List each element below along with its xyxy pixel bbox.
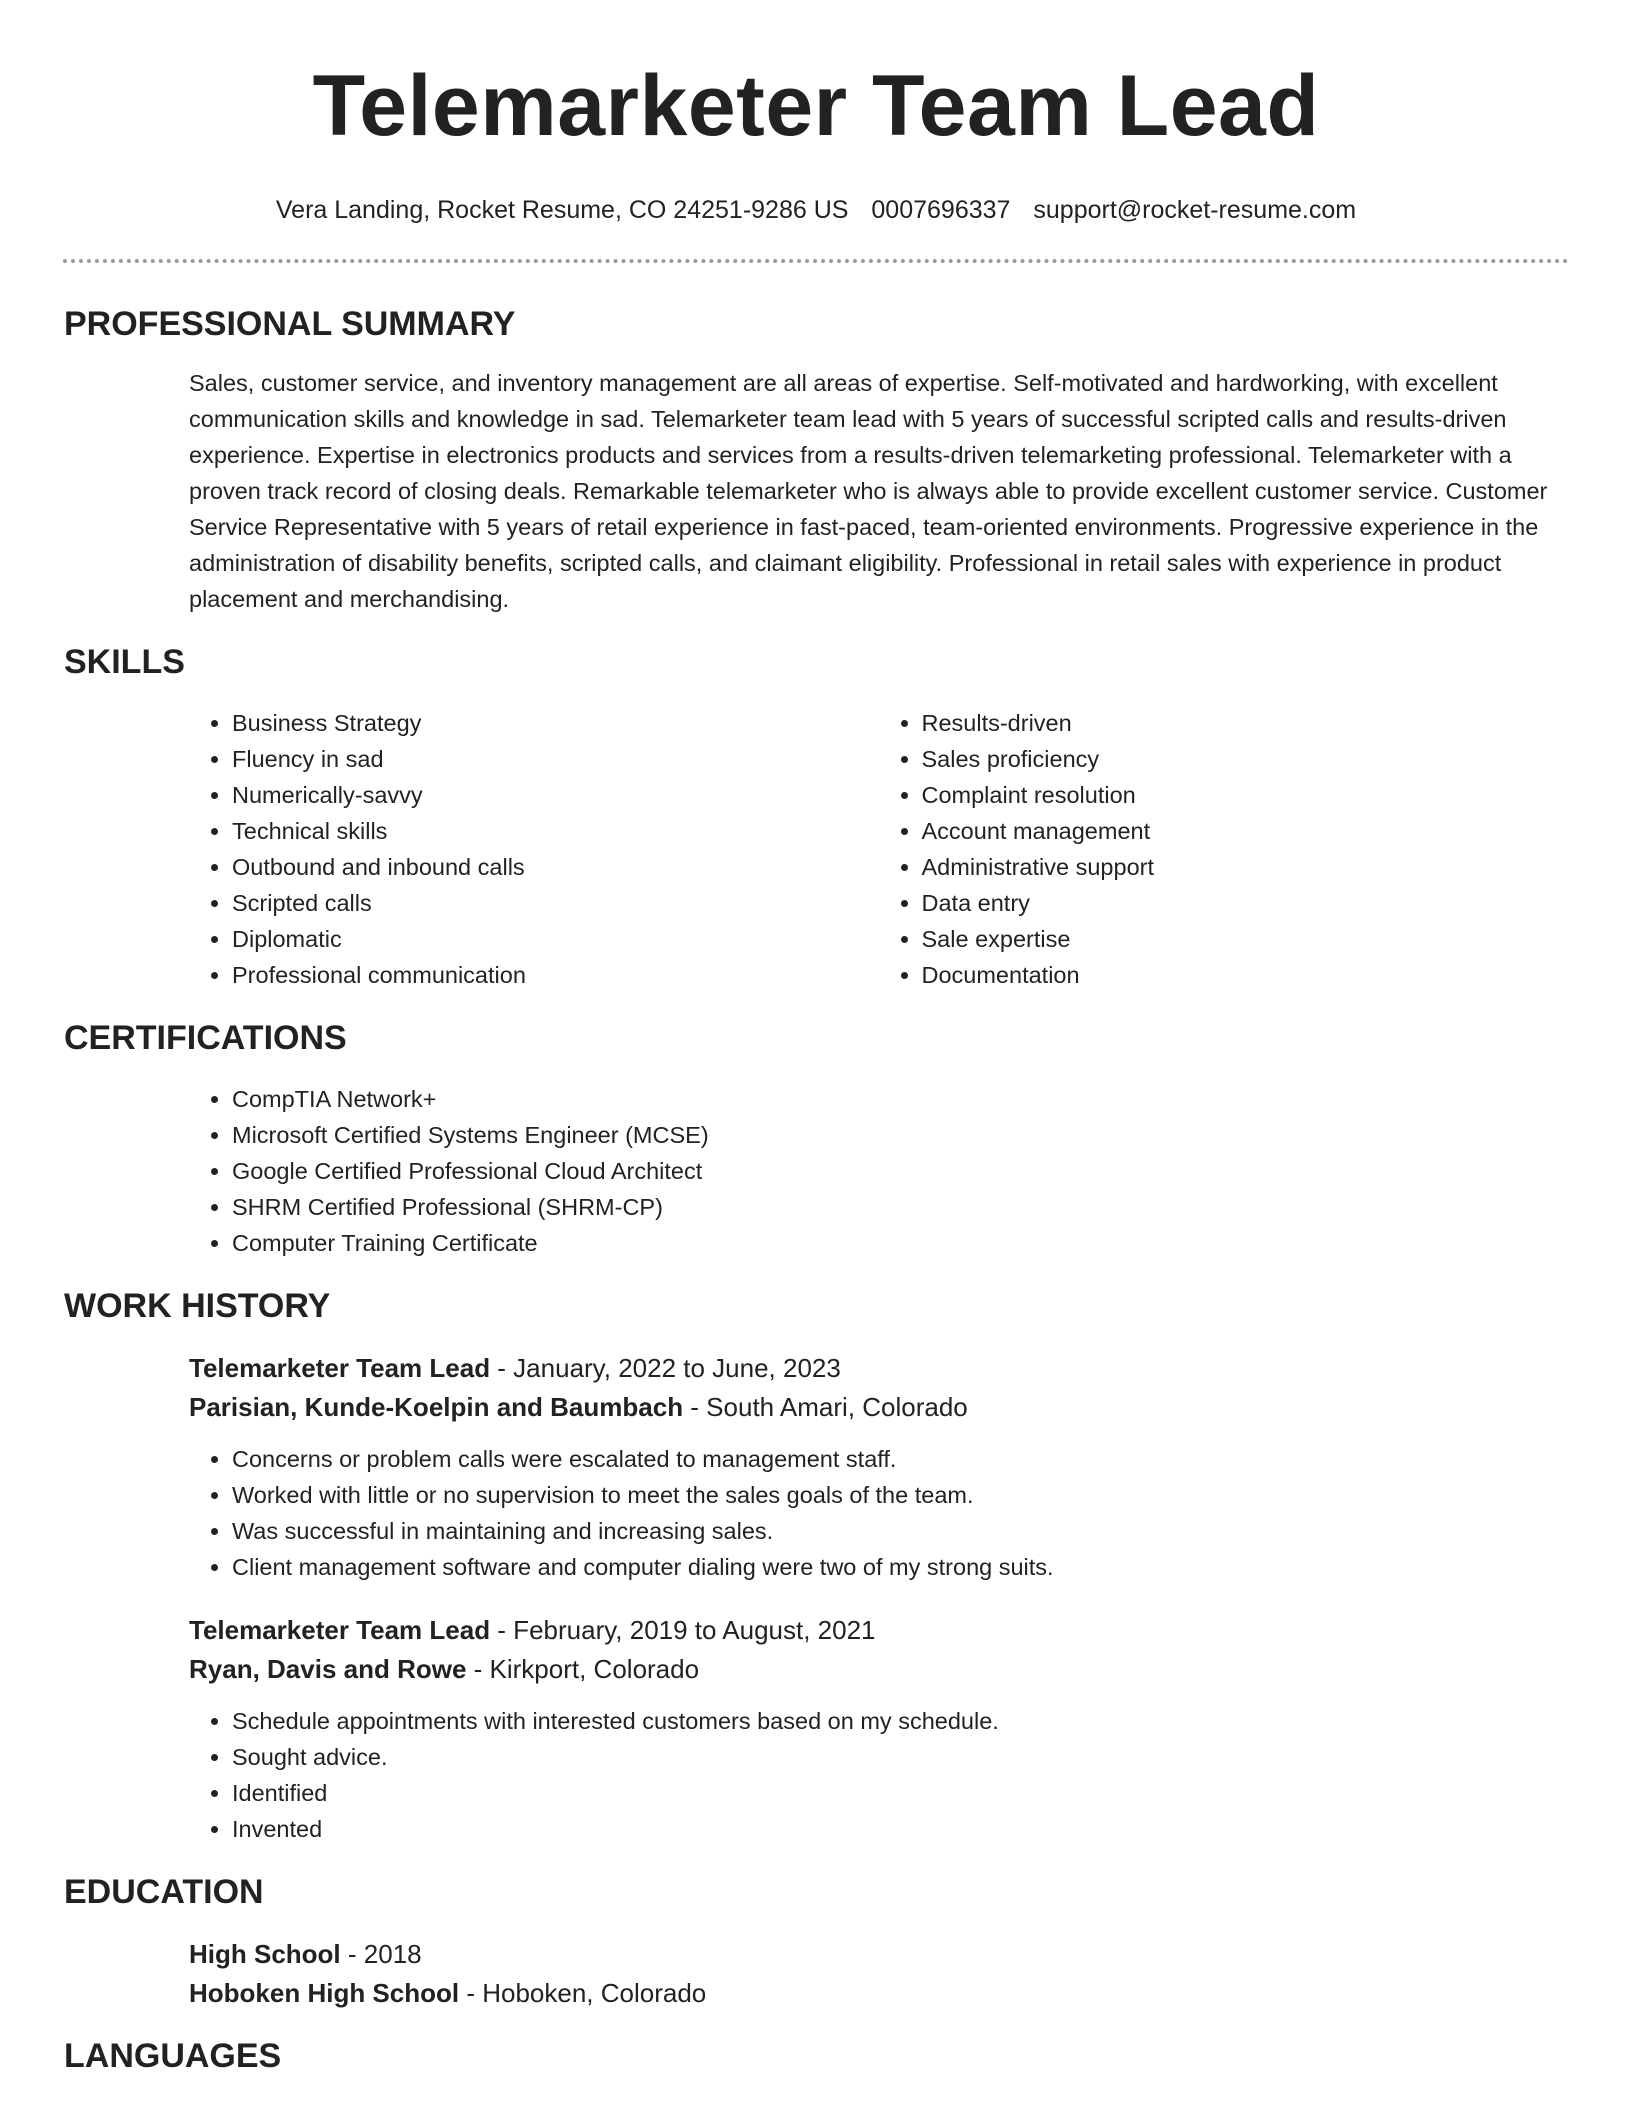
job-bullets [189,1703,1568,1847]
candidate-name: Telemarketer Team Lead [312,58,1320,154]
job-bullet: • Was successful in maintaining and increasing sales. [232,1513,1568,1549]
education-school-line [189,1974,1568,2013]
skill-item: • Technical skills [232,813,879,849]
job-bullet: • Worked with little or no supervision to meet the sales goals of the team. [232,1477,1568,1513]
job-bullet: • Concerns or problem calls were escalated to management staff. [232,1441,1568,1477]
certifications-section [0,1081,1632,1261]
section-title-summary: PROFESSIONAL SUMMARY [64,305,516,343]
job-entry [189,1349,1568,1585]
education-school: Hoboken High School [189,1978,460,2008]
job-title-line [189,1611,1568,1650]
section-title-work-history: WORK HISTORY [64,1287,331,1325]
skill-item: • Sale expertise [922,921,1569,957]
resume-header [0,0,1632,226]
job-dates: - January, 2022 to June, 2023 [490,1353,841,1383]
section-title-education: EDUCATION [64,1873,264,1911]
education-degree: High School [189,1939,341,1969]
contact-phone: 0007696337 [871,196,1011,224]
job-entry [189,1611,1568,1847]
skill-item: • Scripted calls [232,885,879,921]
section-title-languages: LANGUAGES [64,2037,282,2075]
skill-item: • Account management [922,813,1569,849]
job-bullet: • Identified [232,1775,1568,1811]
certification-item: • Microsoft Certified Systems Engineer (MCSE) [232,1117,1568,1153]
certification-item: • Google Certified Professional Cloud Architect [232,1153,1568,1189]
education-year: - 2018 [340,1939,422,1969]
skill-item: • Documentation [922,957,1569,993]
skill-item: • Diplomatic [232,921,879,957]
skill-item: • Fluency in sad [232,741,879,777]
certifications-list [189,1081,1568,1261]
header-divider [63,259,1569,263]
job-role: Telemarketer Team Lead [189,1353,491,1383]
skill-item: • Numerically-savvy [232,777,879,813]
job-location: - South Amari, Colorado [683,1392,968,1422]
section-title-certifications: CERTIFICATIONS [64,1019,347,1057]
skill-item: • Professional communication [232,957,879,993]
skill-item: • Administrative support [922,849,1569,885]
contact-email: support@rocket-resume.com [1033,196,1357,224]
job-title-line [189,1349,1568,1388]
job-bullets [189,1441,1568,1585]
summary-section [0,365,1632,617]
skill-item: • Business Strategy [232,705,879,741]
education-degree-line [189,1935,1568,1974]
skill-item: • Complaint resolution [922,777,1569,813]
job-location: - Kirkport, Colorado [466,1654,700,1684]
job-bullet: • Client management software and computer dialing were two of my strong suits. [232,1549,1568,1585]
skill-item: • Outbound and inbound calls [232,849,879,885]
job-company-line [189,1650,1568,1689]
skill-item: • Data entry [922,885,1569,921]
job-bullet: • Schedule appointments with interested customers based on my schedule. [232,1703,1568,1739]
certification-item: • Computer Training Certificate [232,1225,1568,1261]
skills-section [0,705,1632,993]
contact-line [0,194,1632,226]
certification-item: • CompTIA Network+ [232,1081,1568,1117]
skill-item: • Sales proficiency [922,741,1569,777]
skills-list-left [189,705,879,993]
job-bullet: • Sought advice. [232,1739,1568,1775]
job-company: Parisian, Kunde-Koelpin and Baumbach [189,1392,684,1422]
skills-list-right [879,705,1569,993]
job-bullet: • Invented [232,1811,1568,1847]
job-company: Ryan, Davis and Rowe [189,1654,467,1684]
certification-item: • SHRM Certified Professional (SHRM-CP) [232,1189,1568,1225]
work-history-section [0,1349,1632,1847]
job-dates: - February, 2019 to August, 2021 [490,1615,876,1645]
education-location: - Hoboken, Colorado [459,1978,707,2008]
contact-address: Vera Landing, Rocket Resume, CO 24251-9286 US [275,196,849,224]
education-section [0,1935,1632,2013]
skill-item: • Results-driven [922,705,1569,741]
job-company-line [189,1388,1568,1427]
summary-text: Sales, customer service, and inventory management are all areas of expertise. Self-motivated and hardworking, with excellent communication skills and knowledge in sad. Telemarketer team lead with 5 years of successful scripted calls and results-driven experience. Expertise in electronics products and services from a results-driven telemarketing professional. Telemarketer with a proven track record of closing deals. Remarkable telemarketer who is always able to provide excellent customer service. Customer Service Representative with 5 years of retail experience in fast-paced, team-oriented environments. Progressive experience in the administration of disability benefits, scripted calls, and claimant eligibility. Professional in retail sales with experience in product placement and merchandising. [189,370,1548,612]
section-title-skills: SKILLS [64,643,185,681]
job-role: Telemarketer Team Lead [189,1615,491,1645]
